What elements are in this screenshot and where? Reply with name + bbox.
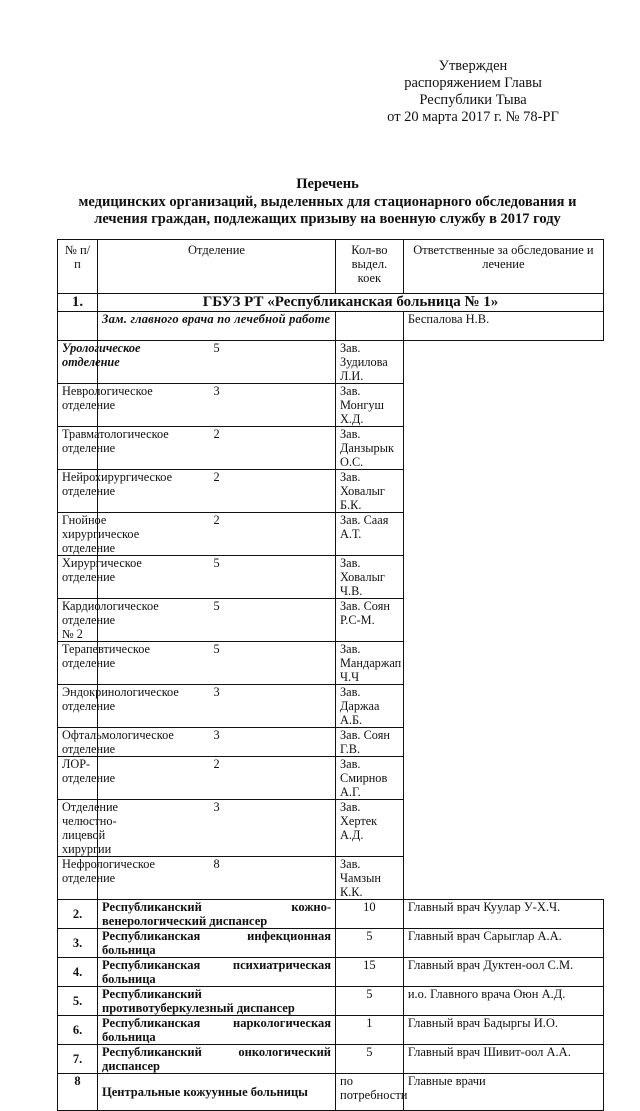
organization-head: Главный врач Куулар У-Х.Ч.: [403, 900, 603, 929]
organization-name: Республиканская наркологическая больница: [98, 1016, 336, 1045]
department-beds: 5: [98, 341, 336, 384]
organization-num: 2.: [58, 900, 98, 929]
organization-beds: 1: [336, 1016, 404, 1045]
department-head: Зав. Чамзын К.К.: [336, 857, 404, 900]
title-line-1: Перечень: [296, 176, 359, 192]
department-row: [58, 757, 604, 800]
department-name: Хирургическое отделение: [58, 556, 98, 599]
department-beds: 8: [98, 857, 336, 900]
department-head: Зав. Соян Р.С-М.: [336, 599, 404, 642]
organization-beds: 10: [336, 900, 404, 929]
department-beds: 3: [98, 728, 336, 757]
organization-beds: 5: [336, 1045, 404, 1074]
organization-row: [58, 958, 604, 987]
document-title: [40, 176, 615, 229]
approval-line-2: распоряжением Главы: [404, 75, 542, 91]
organization-head: и.о. Главного врача Оюн А.Д.: [403, 987, 603, 1016]
organization-beds: 5: [336, 929, 404, 958]
row-resp: Главные врачи: [403, 1074, 603, 1111]
hospital-row: [58, 294, 604, 312]
department-name: Неврологическое отделение: [58, 384, 98, 427]
department-name: Нейрохирургическое отделение: [58, 470, 98, 513]
organization-row: [58, 987, 604, 1016]
table-row-last: [58, 1074, 604, 1111]
department-beds: 3: [98, 384, 336, 427]
department-row: [58, 728, 604, 757]
organization-row: [58, 1016, 604, 1045]
approval-line-4: от 20 марта 2017 г. № 78-РГ: [387, 109, 559, 125]
organization-num: 3.: [58, 929, 98, 958]
organization-name: Республиканская инфекционная больница: [98, 929, 336, 958]
department-beds: 2: [98, 513, 336, 556]
department-beds: 2: [98, 470, 336, 513]
hospital-num-span: [58, 312, 98, 341]
organization-name: Республиканский кожно-венерологический диспансер: [98, 900, 336, 929]
organization-head: Главный врач Дуктен-оол С.М.: [403, 958, 603, 987]
row-dept: Центральные кожуунные больницы: [98, 1074, 336, 1111]
organization-name: Республиканский противотуберкулезный диспансер: [98, 987, 336, 1016]
department-row: [58, 599, 604, 642]
hospital-num: 1.: [58, 294, 98, 312]
department-beds: 5: [98, 642, 336, 685]
department-name: Кардиологическое отделение № 2: [58, 599, 98, 642]
department-head: Зав. Даржаа А.Б.: [336, 685, 404, 728]
department-row: [58, 685, 604, 728]
approval-line-3: Республики Тыва: [419, 92, 527, 108]
department-beds: 2: [98, 427, 336, 470]
organization-num: 7.: [58, 1045, 98, 1074]
department-beds: 5: [98, 599, 336, 642]
department-beds: 3: [98, 685, 336, 728]
department-row: [58, 800, 604, 857]
organization-row: [58, 929, 604, 958]
department-head: Зав. Монгуш Х.Д.: [336, 384, 404, 427]
title-line-3: лечения граждан, подлежащих призыву на военную службу в 2017 году: [94, 211, 561, 227]
department-head: Зав. Саая А.Т.: [336, 513, 404, 556]
department-row: [58, 470, 604, 513]
organization-name: Республиканский онкологический диспансер: [98, 1045, 336, 1074]
approval-stamp: [363, 58, 583, 126]
organizations-table: [57, 239, 604, 1111]
organization-beds: 5: [336, 987, 404, 1016]
organization-head: Главный врач Сарыглар А.А.: [403, 929, 603, 958]
department-name: Травматологическое отделение: [58, 427, 98, 470]
department-head: Зав. Смирнов А.Г.: [336, 757, 404, 800]
organization-row: [58, 900, 604, 929]
deputy-name: Беспалова Н.В.: [403, 312, 603, 341]
organization-head: Главный врач Бадыргы И.О.: [403, 1016, 603, 1045]
row-num: 8: [58, 1074, 98, 1111]
header-resp: Ответственные за обследование и лечение: [403, 240, 603, 294]
department-beds: 5: [98, 556, 336, 599]
organization-name: Республиканская психиатрическая больница: [98, 958, 336, 987]
department-head: Зав. Мандаржап Ч.Ч: [336, 642, 404, 685]
department-head: Зав. Ховалыг Ч.В.: [336, 556, 404, 599]
header-num: № п/п: [58, 240, 98, 294]
department-row: [58, 556, 604, 599]
department-head: Зав. Ховалыг Б.К.: [336, 470, 404, 513]
department-head: Зав. Данзырык О.С.: [336, 427, 404, 470]
organization-num: 5.: [58, 987, 98, 1016]
approval-line-1: Утвержден: [438, 58, 508, 74]
organization-row: [58, 1045, 604, 1074]
hospital-name: ГБУЗ РТ «Республиканская больница № 1»: [98, 294, 604, 312]
department-beds: 2: [98, 757, 336, 800]
department-row: [58, 384, 604, 427]
department-name: Терапевтическое отделение: [58, 642, 98, 685]
organization-head: Главный врач Шивит-оол А.А.: [403, 1045, 603, 1074]
title-line-2: медицинских организаций, выделенных для стационарного обследования и: [78, 193, 577, 210]
department-head: Зав. Хертек А.Д.: [336, 800, 404, 857]
row-beds: по потребности: [336, 1074, 404, 1111]
department-head: Зав. Соян Г.В.: [336, 728, 404, 757]
organization-num: 4.: [58, 958, 98, 987]
department-name: Офтальмологическое отделение: [58, 728, 98, 757]
department-row: [58, 642, 604, 685]
organization-num: 6.: [58, 1016, 98, 1045]
department-name: Эндокринологическое отделение: [58, 685, 98, 728]
department-row: [58, 427, 604, 470]
department-head: Зав. Зудилова Л.И.: [336, 341, 404, 384]
department-row: [58, 341, 604, 384]
deputy-title: Зам. главного врача по лечебной работе: [98, 312, 336, 341]
department-name: ЛОР-отделение: [58, 757, 98, 800]
department-row: [58, 513, 604, 556]
department-row: [58, 857, 604, 900]
header-dept: Отделение: [98, 240, 336, 294]
header-beds: Кол-во выдел. коек: [336, 240, 404, 294]
department-name: Нефрологическое отделение: [58, 857, 98, 900]
deputy-row: [58, 312, 604, 341]
department-name: Гнойное хирургическое отделение: [58, 513, 98, 556]
department-name: Урологическое отделение: [58, 341, 98, 384]
deputy-beds: [336, 312, 404, 341]
department-beds: 3: [98, 800, 336, 857]
table-header-row: [58, 240, 604, 294]
department-name: Отделение челюстно-лицевой хирургии: [58, 800, 98, 857]
organization-beds: 15: [336, 958, 404, 987]
